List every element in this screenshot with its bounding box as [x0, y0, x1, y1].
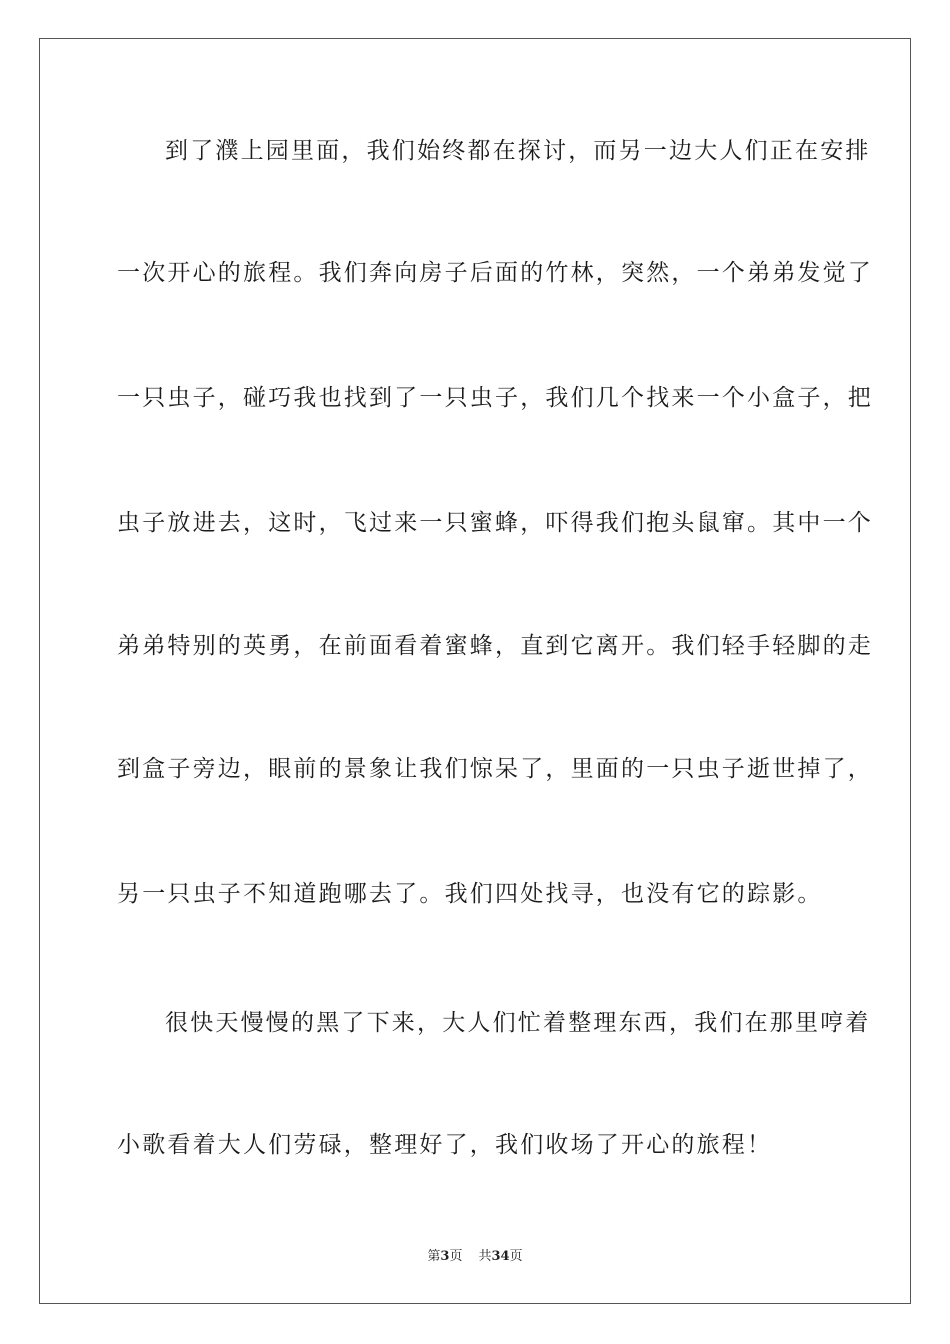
- page-number: 3: [440, 1249, 450, 1264]
- paragraph-line: 一只虫子，碰巧我也找到了一只虫子，我们几个找来一个小盒子，把: [117, 385, 873, 411]
- page-prefix: 第: [427, 1249, 441, 1264]
- paragraph-line: 一次开心的旅程。我们奔向房子后面的竹林，突然，一个弟弟发觉了: [117, 260, 873, 286]
- page-footer: [0, 1248, 950, 1266]
- page-suffix: 页: [449, 1249, 463, 1264]
- total-suffix: 页: [509, 1249, 523, 1264]
- paragraph-line: 到盒子旁边，眼前的景象让我们惊呆了，里面的一只虫子逝世掉了，: [117, 756, 873, 782]
- page-border: [39, 38, 911, 1304]
- total-prefix: 共: [478, 1249, 492, 1264]
- paragraph-line: 虫子放进去，这时，飞过来一只蜜蜂，吓得我们抱头鼠窜。其中一个: [117, 510, 873, 536]
- paragraph-line: 弟弟特别的英勇，在前面看着蜜蜂，直到它离开。我们轻手轻脚的走: [117, 633, 873, 659]
- paragraph-line: 很快天慢慢的黑了下来，大人们忙着整理东西，我们在那里哼着: [165, 1010, 871, 1036]
- total-pages: 34: [491, 1249, 510, 1264]
- paragraph-line: 小歌看着大人们劳碌，整理好了，我们收场了开心的旅程！: [117, 1132, 773, 1158]
- paragraph-line: 到了濮上园里面，我们始终都在探讨，而另一边大人们正在安排: [165, 138, 871, 164]
- paragraph-line: 另一只虫子不知道跑哪去了。我们四处找寻，也没有它的踪影。: [117, 881, 823, 907]
